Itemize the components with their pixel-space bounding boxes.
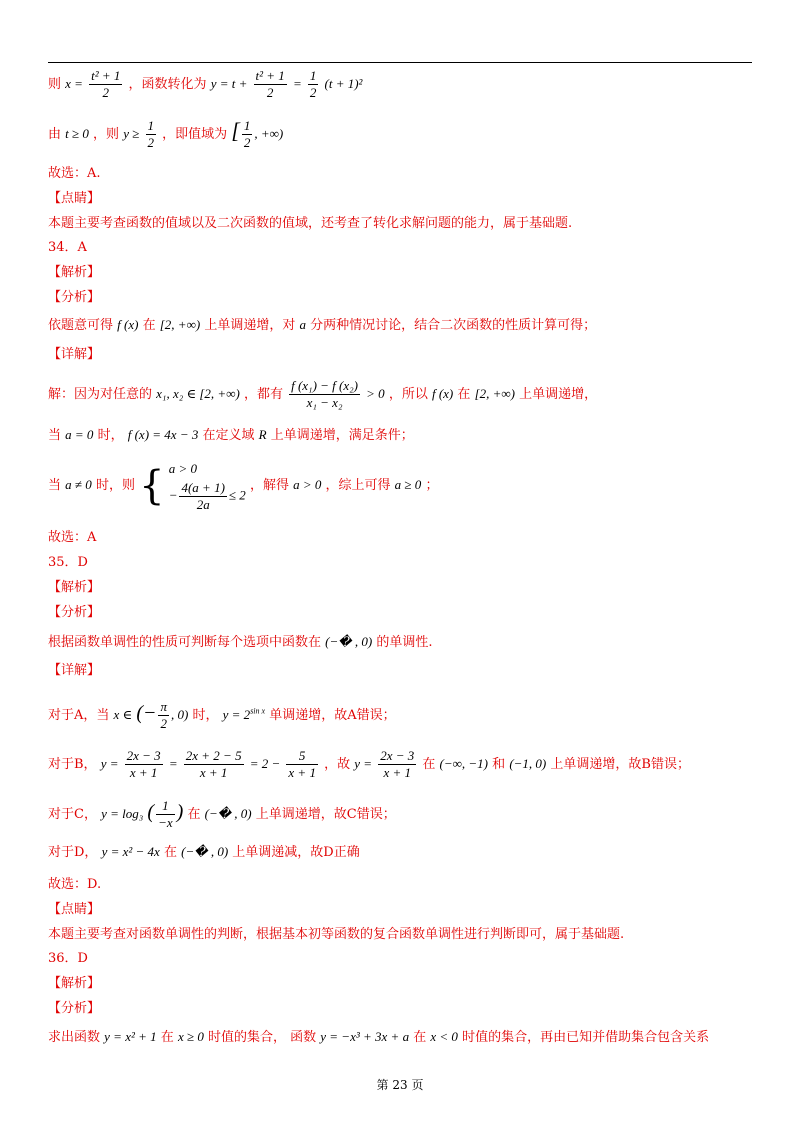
text: 求出函数 (48, 1030, 101, 1045)
math-expr: y = 2 (222, 707, 251, 722)
equation-system (169, 458, 246, 513)
text: 在定义域 (202, 428, 255, 443)
detail-line-monotonic (48, 378, 597, 411)
fraction: $\frac{\text{t² + 1}}{2}$ (255, 68, 285, 100)
math-expr: (−1, 0) (509, 756, 547, 771)
text: 在 (187, 807, 201, 822)
question-number: 36．D (48, 951, 88, 966)
fraction: $\frac{\pi}{2}$ (160, 699, 167, 731)
option-c-line: 对于C， y = log₃ ( $\frac{1}{-x}$ ) 在 (−� , 0) 上单调递增，故C错误； (48, 798, 396, 830)
math-expr: [2, +∞) (159, 317, 201, 332)
system-row-1: a > 0 (168, 461, 197, 476)
math-expr: a = 0 (65, 427, 94, 442)
math-bracket: [ (231, 118, 240, 143)
answer-line: 故选：A. (48, 166, 101, 181)
math-expr: f (x) = 4x − 3 (127, 427, 199, 442)
comment-text: 本题主要考查对函数单调性的判断，根据基本初等函数的复合函数单调性进行判断即可，属于基础题. (48, 927, 625, 942)
text: 上单调递减，故D正确 (232, 845, 360, 860)
math-expr: = 2 − (249, 756, 281, 771)
math-expr: y ≥ (123, 126, 140, 141)
math-expr: y = (100, 756, 119, 771)
math-expr: y = −x³ + 3x + a (320, 1029, 410, 1044)
text: 依题意可得 (48, 318, 114, 333)
text: 上单调递增，故C错误； (255, 807, 396, 822)
fraction: $\frac{\text{t² + 1}}{2}$ (91, 68, 121, 100)
text: 当 (48, 428, 62, 443)
math-expr: y = (354, 756, 373, 771)
math-expr: (− (136, 702, 157, 724)
math-expr: (−∞, −1) (439, 756, 489, 771)
text: 上单调递增，满足条件； (270, 428, 414, 443)
question-number: 35．D (48, 555, 88, 570)
text: 时， (97, 428, 124, 443)
text: ，所以 (388, 387, 428, 402)
fraction: $\frac{1}{-x}$ (158, 798, 173, 830)
math-expr: x < 0 (430, 1029, 458, 1044)
text: 时值的集合， 函数 (207, 1030, 317, 1045)
math-expr: > 0 (366, 386, 385, 401)
text: ，故 (324, 757, 351, 772)
option-a-line (48, 699, 396, 732)
text: 在 (163, 845, 177, 860)
math-expr: a ≠ 0 (65, 477, 92, 492)
math-expr: y = t + (210, 76, 248, 91)
text: 在 (457, 387, 471, 402)
section-heading-dianjing: 【点睛】 (48, 191, 101, 206)
text: ，则 (93, 127, 120, 142)
text: ； (425, 478, 439, 493)
text: 的单调性. (376, 635, 433, 650)
text: 对于C， (48, 807, 97, 822)
text: 分两种情况讨论，结合二次函数的性质计算可得； (310, 318, 597, 333)
math-expr: [2, +∞) (474, 386, 515, 401)
section-heading-jiexi: 【解析】 (48, 976, 101, 991)
analysis-text (48, 316, 596, 335)
fraction: $\frac{2x - 3}{x + 1}$ (380, 748, 415, 780)
math-expr: f (x) (431, 386, 454, 401)
section-heading-xiangjie: 【详解】 (48, 663, 101, 678)
analysis-text (48, 633, 432, 652)
text: 时， (192, 708, 219, 723)
brace-icon: { (139, 462, 165, 509)
section-heading-xiangjie: 【详解】 (48, 347, 101, 362)
section-heading-fenxi: 【分析】 (48, 1001, 101, 1016)
math-expr: y = x² − 4x (101, 844, 160, 859)
text: 上单调递增， (519, 387, 598, 402)
text: ，函数转化为 (128, 77, 207, 92)
text: 对于D， (48, 845, 98, 860)
text: 由 (48, 127, 62, 142)
detail-line-a-zero (48, 426, 414, 445)
section-heading-jiexi: 【解析】 (48, 580, 101, 595)
text: 和 (492, 757, 506, 772)
solution-line-range (48, 118, 283, 151)
comment-text: 本题主要考查函数的值域以及二次函数的值域，还考查了转化求解问题的能力，属于基础题. (48, 216, 573, 231)
math-expr: = (168, 756, 178, 771)
math-expr: = (292, 76, 302, 91)
text: 单调递增，故A错误； (269, 708, 396, 723)
math-expr: y = x² + 1 (104, 1029, 157, 1044)
math-expr: , +∞) (254, 126, 284, 141)
math-expr: x ≥ 0 (177, 1029, 204, 1044)
text: 则 (48, 77, 62, 92)
text: 在 (422, 757, 436, 772)
analysis-text (48, 1028, 709, 1047)
math-expr: (−� , 0) (204, 806, 252, 821)
question-number: 34．A (48, 240, 87, 255)
fraction: $\frac{5}{x + 1}$ (288, 748, 316, 780)
math-expr: , 0) (171, 707, 189, 722)
text: ，即值域为 (162, 127, 228, 142)
text: 解：因为对任意的 (48, 387, 153, 402)
header-rule (48, 62, 752, 63)
fraction: $\frac{1}{2}$ (243, 118, 251, 150)
math-expr: x ∈ (113, 707, 133, 722)
page-footer: 第 23 页 (376, 1078, 424, 1092)
text: 在 (413, 1030, 427, 1045)
math-expr: (−� , 0) (325, 634, 373, 649)
fraction: $\frac{1}{2}$ (147, 118, 154, 150)
text: 对于A，当 (48, 708, 110, 723)
text: 根据函数单调性的性质可判断每个选项中函数在 (48, 635, 322, 650)
exponent: sin x (250, 706, 266, 716)
fraction: $\frac{1}{2}$ (309, 68, 317, 100)
math-expr: a > 0 (293, 477, 322, 492)
text: 在 (142, 318, 156, 333)
fraction: $\frac{2x - 3}{x + 1}$ (126, 748, 161, 780)
math-expr: x = (65, 76, 83, 91)
math-expr: x₁, x₂ ∈ [2, +∞) (156, 386, 240, 401)
section-heading-fenxi: 【分析】 (48, 290, 101, 305)
detail-line-a-nonzero (48, 458, 438, 513)
section-heading-dianjing: 【点睛】 (48, 902, 101, 917)
math-expr: (t + 1)² (324, 76, 363, 91)
math-expr: (−� , 0) (181, 844, 229, 859)
option-d-line (48, 843, 360, 862)
math-expr: y = log₃ (101, 806, 144, 821)
math-expr: t ≥ 0 (65, 126, 89, 141)
text: ，综上可得 (325, 478, 391, 493)
text: ，解得 (249, 478, 289, 493)
solution-line-substitution (48, 68, 362, 101)
math-expr: a (299, 317, 306, 332)
section-heading-fenxi: 【分析】 (48, 605, 101, 620)
text: 对于B， (48, 757, 97, 772)
math-expr: f (x) (117, 317, 139, 332)
text: 上单调递增，故B错误； (550, 757, 690, 772)
math-expr: R (258, 427, 267, 442)
text: 当 (48, 478, 62, 493)
fraction: $\frac{2x + 2 - 5}{x + 1}$ (185, 748, 242, 780)
text: 时，则 (95, 478, 135, 493)
answer-line: 故选：D. (48, 877, 102, 892)
math-expr: a ≥ 0 (394, 477, 422, 492)
text: 上单调递增，对 (204, 318, 296, 333)
answer-line: 故选：A (48, 530, 97, 545)
system-row-2: − $\frac{4(a + 1)}{2a}$ ≤ 2 (168, 480, 246, 512)
section-heading-jiexi: 【解析】 (48, 265, 101, 280)
text: 时值的集合，再由已知并借助集合包含关系 (462, 1030, 710, 1045)
text: 在 (160, 1030, 174, 1045)
option-b-line (48, 748, 690, 781)
fraction: $\frac{\text{f (x₁) − f (x₂)}}{\text{x₁ − x₂}}$ (291, 378, 358, 410)
text: ，都有 (243, 387, 283, 402)
